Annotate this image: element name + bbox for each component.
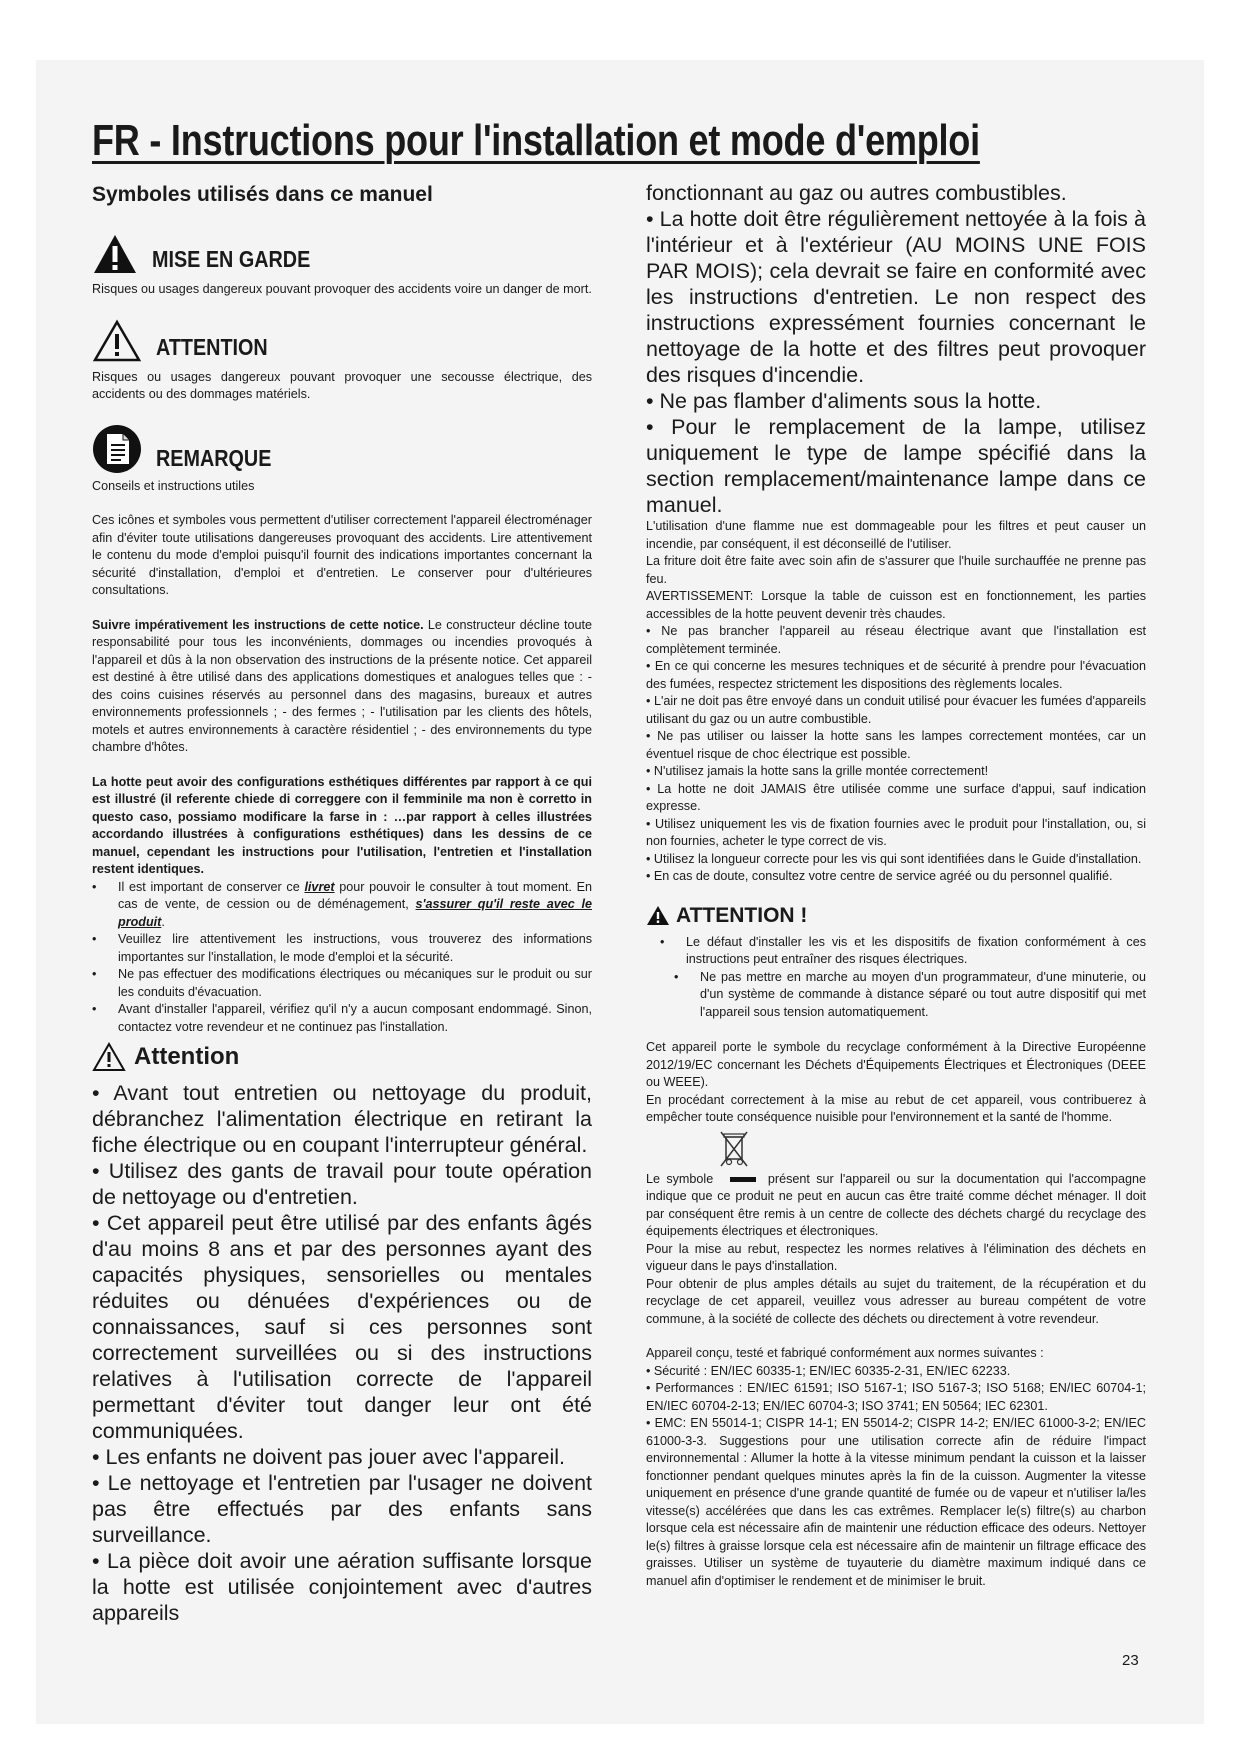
follow-instructions-paragraph (92, 617, 592, 757)
right-small-paragraph: AVERTISSEMENT: Lorsque la table de cuisson est en fonctionnement, les parties accessibles de la hotte peuvent devenir très chaudes. (646, 589, 1146, 621)
assurer-emphasis: s'assurer qu'il reste avec le produit (118, 897, 592, 929)
bullet-text: Ne pas effectuer des modifications électriques ou mécaniques sur le produit ou sur les conduits d'évacuation. (118, 967, 592, 999)
page-number: 23 (1122, 1652, 1139, 1669)
list-item: • Ne pas mettre en marche au moyen d'un programmateur, d'une minuterie, ou d'un système de commande à distance séparé ou tout autre dispositif qui met l'appareil sous tension automatiquement. (674, 969, 1146, 1019)
attention-big-title: Attention (134, 1043, 240, 1070)
right-small-paragraph: • Utilisez uniquement les vis de fixation fournies avec le produit pour l'installation, ou, si non fournies, acheter le type correct de vis. (646, 816, 1146, 848)
symbols-heading: Symboles utilisés dans ce manuel (92, 183, 433, 206)
attention-paragraph: • Le nettoyage et l'entretien par l'usager ne doivent pas être effectués par des enfants sans surveillance. (92, 1471, 592, 1547)
right-big-paragraph: • Pour le remplacement de la lampe, utilisez uniquement le type de lampe spécifié dans la section remplacement/maintenance lampe dans ce manuel. (646, 415, 1146, 517)
right-big-body (646, 180, 1146, 518)
right-small-paragraph: • En ce qui concerne les mesures techniques et de sécurité à prendre pour l'évacuation des fumées, respectez strictement les dispositions des règlements locales. (646, 659, 1146, 691)
list-item: • Avant d'installer l'appareil, vérifiez qu'il n'y a aucun composant endommagé. Sinon, contactez votre revendeur et ne continuez pas l'installation. (92, 1002, 592, 1034)
attention-symbol-block (92, 319, 592, 363)
attention-paragraph: • Les enfants ne doivent pas jouer avec l'appareil. (92, 1445, 565, 1469)
attention-big-body (92, 1080, 592, 1626)
bullet-text: . (161, 914, 165, 929)
attention-symbol-title: ATTENTION (156, 333, 268, 360)
right-small-paragraph: • Utilisez la longueur correcte pour les vis qui sont identifiées dans le Guide d'installation. (646, 851, 1142, 866)
bullet-text: pour pouvoir le consulter à tout moment. En cas de vente, de cession ou de déménagement, (118, 879, 593, 911)
right-small-paragraph: • Ne pas utiliser ou laisser la hotte sans les lampes correctement montées, car un éventuel risque de choc électrique est possible. (646, 729, 1146, 761)
norms-paragraph: • EMC: EN 55014-1; CISPR 14-1; EN 55014-2; CISPR 14-2; EN/IEC 61000-3-2; EN/IEC 61000-3-3. Suggestions pour une utilisation correcte afin de réduire l'impact environnemental : Allumer la hotte à la vitesse minimum pendant la cuisson et la laisser fonctionner pendant quelques minutes après la fin de la cuisson. Augmenter la vitesse uniquement en présence d'une grande quantité de fumée ou de vapeur et n'utiliser la/les vitesse(s) accélérées que dans les cas extrêmes. Remplacer le(s) filtre(s) au charbon lorsque cela est nécessaire afin de maintenir une réduction efficace des odeurs. Nettoyer le(s) filtres à graisse lorsque cela est nécessaire afin de maintenir un filtrage efficace des graisses. Utiliser un système de tuyauterie du diamètre maximum indiqué dans ce manuel afin d'optimiser le rendement et de minimiser le bruit. (646, 1416, 1146, 1588)
attention-paragraph: • Cet appareil peut être utilisé par des enfants âgés d'au moins 8 ans et par des personnes ayant des capacités physiques, sensorielles ou mentales réduites ou dénuées d'expériences ou de connaissances, sauf si ces personnes sont correctement surveillées ou si des instructions relatives à l'utilisation correcte de l'appareil permettant d'éviter tout danger leur ont été communiquées. (92, 1211, 592, 1443)
recycle-symbol-paragraph (646, 1171, 1146, 1241)
mise-en-garde-text: Risques ou usages dangereux pouvant provoquer des accidents voire un danger de mort. (92, 282, 592, 296)
bullet-text: Il est important de conserver ce (118, 879, 305, 894)
recycle-paragraph: Pour la mise au rebut, respectez les normes relatives à l'élimination des déchets en vigueur dans le pays d'installation. (646, 1241, 1146, 1273)
right-small-paragraph: • N'utilisez jamais la hotte sans la grille montée correctement! (646, 764, 989, 778)
right-small-body (646, 518, 1146, 886)
attention-right-title: ATTENTION ! (676, 903, 808, 927)
configuration-paragraph: La hotte peut avoir des configurations esthétiques différentes par rapport à ce qui est illustré (il referente chiede di correggere con il femminile ma non è corretto in questo caso, possiamo modificare la farse in : …par rapport à celles illustrées accordando illustrées à configurations esthétiques) dans les dessins de ce manuel, cependant les instructions pour l'utilisation, l'entretien et l'installation restent identiques. (92, 774, 592, 876)
list-item: • Veuillez lire attentivement les instructions, vous trouverez des informations importantes sur l'installation, le mode d'emploi et la sécurité. (92, 932, 592, 964)
recycle-symbol-label: Le symbole (646, 1171, 714, 1186)
page-title: FR - Instructions pour l'installation et mode d'emploi (92, 116, 980, 165)
attention-right-heading (646, 904, 1146, 928)
danger-triangle-icon (92, 233, 138, 275)
follow-instructions-text: Le constructeur décline toute responsabilité pour tous les inconvénients, dommages ou incendies provoqués à l'appareil et dûs à la non observation des instructions de la présente notice. Cet appareil est destiné à être utilisé dans des applications domestiques et analogues telles que : - des coins cuisines réservés au personnel dans des magasins, bureaux et autres environnements professionnels ; - des fermes ; - l'utilisation par les clients des hôtels, motels et autres environnements à caractère résidentiel ; - des environnements du type chambre d'hôtes. (92, 617, 592, 754)
remarque-title: REMARQUE (156, 444, 272, 471)
intro-paragraph: Ces icônes et symboles vous permettent d'utiliser correctement l'appareil électroménager afin d'éviter toute utilisations dangereuses provoquant des accidents. Lire attentivement le contenu du mode d'emploi puisqu'il fournit des indications importantes concernant la sécurité d'installation, d'emploi et d'entretien. Le conserver pour d'ultérieures consultations. (92, 513, 592, 597)
left-column (92, 180, 592, 1626)
bullet-text: Avant d'installer l'appareil, vérifiez qu'il n'y a aucun composant endommagé. Sinon, contactez votre revendeur et ne continuez pas l'installation. (118, 1002, 592, 1034)
norms-paragraph: • Sécurité : EN/IEC 60335-1; EN/IEC 60335-2-31, EN/IEC 62233. (646, 1363, 1011, 1378)
list-item: • Le défaut d'installer les vis et les dispositifs de fixation conformément à ces instructions peut entraîner des risques électriques. (660, 934, 1146, 966)
bullet-text: Le défaut d'installer les vis et les dispositifs de fixation conformément à ces instructions peut entraîner des risques électriques. (686, 934, 1146, 966)
document-note-icon (92, 424, 142, 474)
norms-paragraph: Appareil conçu, testé et fabriqué conformément aux normes suivantes : (646, 1346, 1044, 1360)
weee-bar-icon (730, 1177, 756, 1182)
right-small-paragraph: L'utilisation d'une flamme nue est dommageable pour les filtres et peut causer un incendie, par conséquent, il est déconseillé de l'utiliser. (646, 519, 1146, 551)
norms-section (646, 1345, 1146, 1590)
recycle-paragraph: Pour obtenir de plus amples détails au sujet du traitement, de la récupération et du recyclage de cet appareil, veuillez vous adresser au bureau compétent de votre commune, à la société de collecte des déchets ou directement à votre revendeur. (646, 1276, 1146, 1326)
recycle-paragraph: Cet appareil porte le symbole du recyclage conformément à la Directive Européenne 2012/19/EC concernant les Déchets d'Équipements Électriques et Électroniques (DEEE ou WEEE). (646, 1040, 1146, 1089)
attention-paragraph: • La pièce doit avoir une aération suffisante lorsque la hotte est utilisée conjointement avec d'autres appareils (92, 1549, 592, 1625)
remarque-text: Conseils et instructions utiles (92, 478, 255, 493)
recycle-symbol-text: présent sur l'appareil ou sur la documentation qui l'accompagne indique que ce produit ne peut en aucun cas être traité comme déchet ménager. Il doit par conséquent être remis à un centre de collecte des déchets chargé du recyclage des équipements électriques et électroniques. (646, 1171, 1147, 1238)
recycle-section (646, 1039, 1146, 1328)
right-big-paragraph: • La hotte doit être régulièrement nettoyée à la fois à l'intérieur et à l'extérieur (AU MOINS UNE FOIS PAR MOIS); cela devrait se faire en conformité avec les instructions d'entretien. Le non respect des instructions expressément fournies concernant le nettoyage de la hotte et des filtres peut provoquer des risques d'incendie. (646, 207, 1146, 387)
attention-paragraph: • Avant tout entretien ou nettoyage du produit, débranchez l'alimentation électrique en retirant la fiche électrique ou en coupant l'interrupteur général. (92, 1081, 592, 1157)
list-item: • Il est important de conserver ce livret pour pouvoir le consulter à tout moment. En cas de vente, de cession ou de déménagement, s'assurer qu'il reste avec le produit. (92, 879, 593, 929)
attention-symbol-text: Risques ou usages dangereux pouvant provoquer une secousse électrique, des accidents ou des dommages matériels. (92, 369, 592, 401)
attention-paragraph: • Utilisez des gants de travail pour toute opération de nettoyage ou d'entretien. (92, 1159, 592, 1209)
follow-instructions-bold: Suivre impérativement les instructions de cette notice. (92, 617, 424, 632)
right-big-paragraph: • Ne pas flamber d'aliments sous la hotte. (646, 389, 1042, 413)
right-small-paragraph: • En cas de doute, consultez votre centre de service agréé ou du personnel qualifié. (646, 869, 1113, 883)
right-big-paragraph: fonctionnant au gaz ou autres combustibles. (646, 181, 1067, 205)
right-small-paragraph: • Ne pas brancher l'appareil au réseau électrique avant que l'installation est complètement terminée. (646, 624, 1146, 656)
bullet-text: Ne pas mettre en marche au moyen d'un programmateur, d'une minuterie, ou d'un système de commande à distance séparé ou tout autre dispositif qui met l'appareil sous tension automatiquement. (700, 969, 1146, 1019)
weee-symbol-row (646, 1127, 1146, 1171)
warning-triangle-outline-icon (92, 1042, 126, 1072)
attention-right-list (646, 934, 1146, 1022)
right-small-paragraph: • L'air ne doit pas être envoyé dans un conduit utilisé pour évacuer les fumées d'appareils utilisant du gaz ou un autre combustible. (646, 694, 1146, 726)
norms-paragraph: • Performances : EN/IEC 61591; ISO 5167-1; ISO 5167-3; ISO 5168; EN/IEC 60704-1; EN/IEC 60704-2-13; EN/IEC 60704-3; ISO 3741; EN 50564; IEC 62301. (646, 1381, 1146, 1413)
bullet-text: Veuillez lire attentivement les instructions, vous trouverez des informations importantes sur l'installation, le mode d'emploi et la sécurité. (118, 932, 592, 964)
right-small-paragraph: La friture doit être faite avec soin afin de s'assurer que l'huile surchauffée ne prenne pas feu. (646, 554, 1146, 586)
recycle-paragraph: En procédant correctement à la mise au rebut de cet appareil, vous contribuerez à empêcher toute conséquence nuisible pour l'environnement et la santé de l'homme. (646, 1092, 1146, 1124)
danger-triangle-icon (646, 905, 670, 926)
weee-bin-icon (718, 1129, 750, 1169)
right-column (646, 180, 1146, 1590)
left-bullet-list (92, 879, 592, 1037)
attention-big-heading (92, 1042, 592, 1072)
remarque-block (92, 424, 592, 474)
mise-en-garde-title: MISE EN GARDE (152, 246, 311, 272)
list-item: • Ne pas effectuer des modifications électriques ou mécaniques sur le produit ou sur les conduits d'évacuation. (92, 967, 592, 999)
warning-triangle-outline-icon (92, 319, 142, 363)
mise-en-garde-block (92, 233, 592, 275)
right-small-paragraph: • La hotte ne doit JAMAIS être utilisée comme une surface d'appui, sauf indication expresse. (646, 781, 1146, 813)
livret-emphasis: livret (304, 879, 335, 894)
